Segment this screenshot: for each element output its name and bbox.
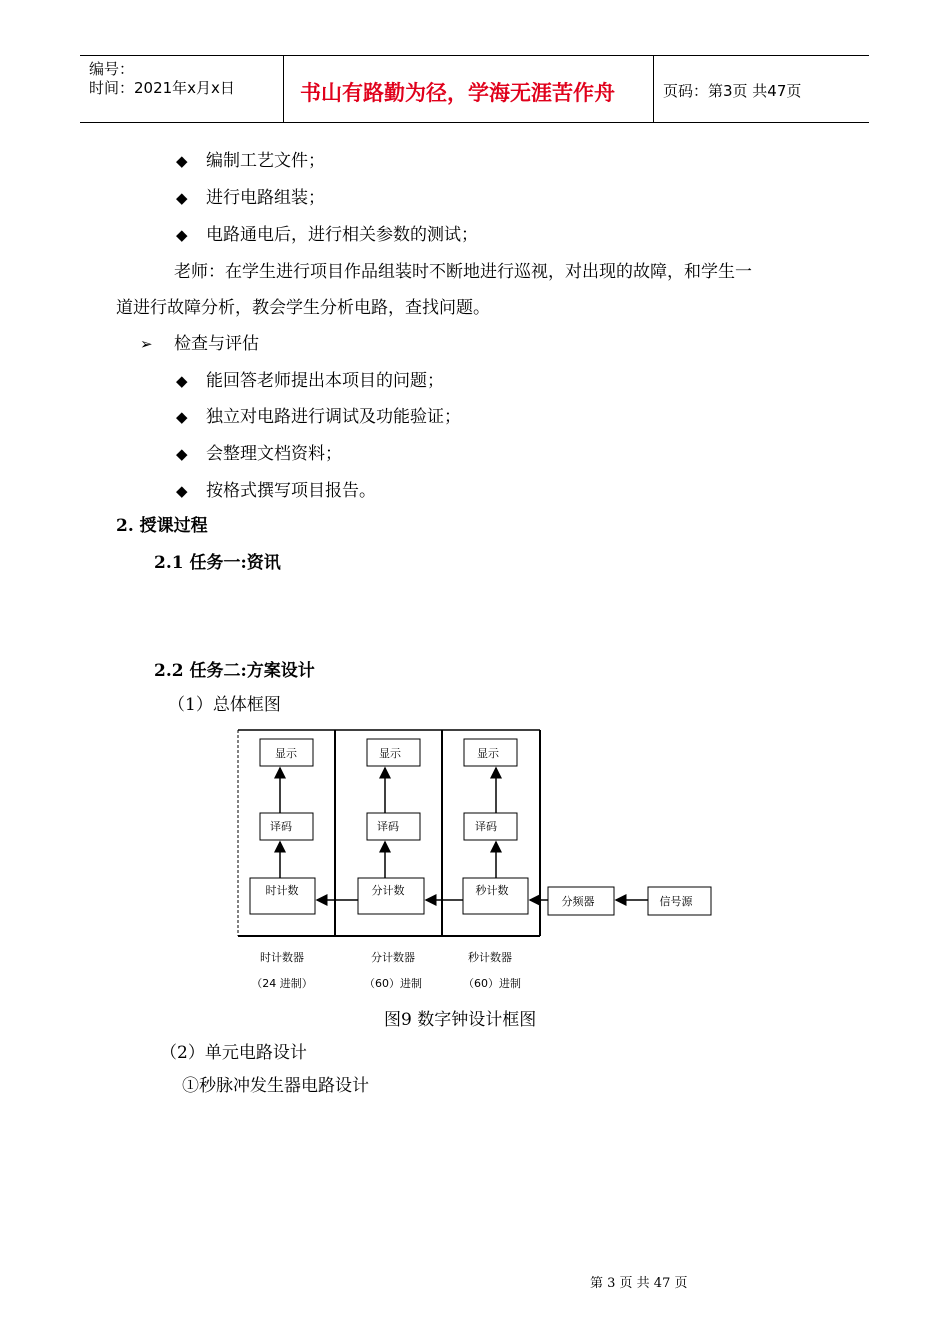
hour-counter-caption: 时计数器 [260,951,304,964]
paragraph-line: 道进行故障分析，教会学生分析电路，查找问题。 [116,298,490,318]
divider-label: 分频器 [561,895,595,908]
minute-base-caption: （60）进制 [364,977,422,990]
page-footer: 第 3 页 共 47 页 [590,1276,688,1291]
item-subheading: ①秒脉冲发生器电路设计 [182,1076,369,1096]
list-item: ◆ 进行电路组装； [176,188,325,208]
minute-counter-label: 分计数 [371,884,405,897]
arrow-bullet-icon: ➢ [140,335,153,353]
header-motto: 书山有路勤为径，学海无涯苦作舟 [300,81,615,105]
header-divider [283,55,284,123]
item-heading: （2）单元电路设计 [160,1043,307,1063]
list-item: ◆ 会整理文档资料； [176,444,342,464]
paragraph-line: 老师：在学生进行项目作品组装时不断地进行巡视，对出现的故障，和学生一 [174,262,752,282]
second-counter-caption: 秒计数器 [468,951,512,964]
diamond-bullet-icon: ◆ [176,445,188,463]
block-diagram [230,727,720,997]
list-item: ◆ 按格式撰写项目报告。 [176,481,376,501]
header-divider [653,55,654,123]
hour-display-label: 显示 [275,747,297,760]
document-time-label: 时间：2021年x月x日 [89,79,235,97]
subsection-title: 2.2 任务二:方案设计 [154,661,315,681]
diamond-bullet-icon: ◆ [176,372,188,390]
header-page-label: 页码：第3页 共47页 [663,82,802,100]
figure-caption: 图9 数字钟设计框图 [384,1010,537,1030]
hour-decode-label: 译码 [270,820,292,833]
header-top-rule [80,55,869,56]
minute-counter-caption: 分计数器 [371,951,415,964]
diamond-bullet-icon: ◆ [176,482,188,500]
diamond-bullet-icon: ◆ [176,408,188,426]
minute-display-label: 显示 [379,747,401,760]
item-heading: （1）总体框图 [168,695,281,715]
document-number-label: 编号： [89,60,135,78]
list-item: ◆ 编制工艺文件； [176,151,325,171]
list-item: ◆ 能回答老师提出本项目的问题； [176,371,444,391]
second-counter-label: 秒计数 [475,884,509,897]
second-display-label: 显示 [477,747,499,760]
second-base-caption: （60）进制 [463,977,521,990]
diamond-bullet-icon: ◆ [176,189,188,207]
hour-counter-label: 时计数 [265,884,299,897]
section-title: 2. 授课过程 [116,516,208,536]
section-heading: ➢ 检查与评估 [140,334,259,354]
second-decode-label: 译码 [475,820,497,833]
minute-decode-label: 译码 [377,820,399,833]
list-item: ◆ 独立对电路进行调试及功能验证； [176,407,461,427]
list-item: ◆ 电路通电后，进行相关参数的测试； [176,225,478,245]
diamond-bullet-icon: ◆ [176,152,188,170]
header-bottom-rule [80,122,869,123]
hour-base-caption: （24 进制） [251,977,313,990]
subsection-title: 2.1 任务一:资讯 [154,553,281,573]
diamond-bullet-icon: ◆ [176,226,188,244]
source-label: 信号源 [659,895,693,908]
